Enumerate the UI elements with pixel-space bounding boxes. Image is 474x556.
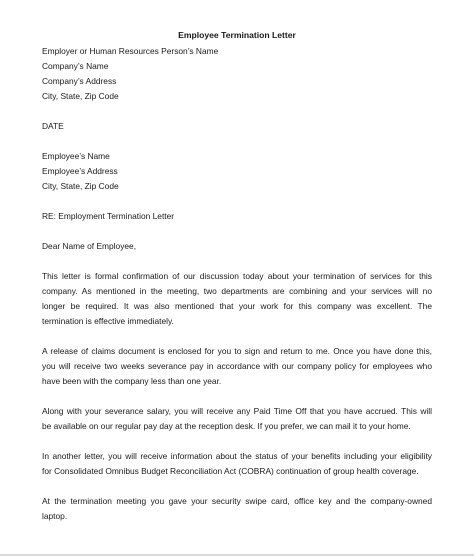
paragraph-line: This letter is formal confirmation of our discussion today about your termination of services for this xyxy=(42,271,432,281)
paragraph-line: for Consolidated Omnibus Budget Reconciliation Act (COBRA) continuation of group health coverage. xyxy=(42,466,419,476)
recipient-name: Employee’s Name xyxy=(42,151,110,161)
sender-company: Company’s Name xyxy=(42,61,109,71)
spacer xyxy=(42,254,432,269)
body-paragraph-termination xyxy=(42,269,432,329)
paragraph-line: At the termination meeting you gave your security swipe card, office key and the company-owned xyxy=(42,496,432,506)
paragraph-line: company. As mentioned in the meeting, two departments are combining and your services will no xyxy=(42,286,432,296)
paragraph-line: Along with your severance salary, you will receive any Paid Time Off that you have accrued. This will xyxy=(42,406,432,416)
sender-city-state-zip: City, State, Zip Code xyxy=(42,91,119,101)
recipient-address-block xyxy=(42,149,432,194)
spacer xyxy=(42,479,432,494)
letter-salutation: Dear Name of Employee, xyxy=(42,241,137,251)
paragraph-line: longer be required. It was also mentioned that your work for this company was excellent. The xyxy=(42,301,432,311)
spacer xyxy=(42,104,432,119)
paragraph-line: A release of claims document is enclosed for you to sign and return to me. Once you have done this, xyxy=(42,346,432,356)
letter-title: Employee Termination Letter xyxy=(178,30,296,40)
paragraph-line: have been with the company less than one year. xyxy=(42,376,222,386)
paragraph-line: you will receive two weeks severance pay in accordance with our company policy for employees who xyxy=(42,361,432,371)
body-paragraph-severance xyxy=(42,404,432,434)
spacer xyxy=(42,134,432,149)
body-paragraph-release xyxy=(42,344,432,389)
spacer xyxy=(42,224,432,239)
spacer xyxy=(42,389,432,404)
letter-document xyxy=(42,28,432,524)
letter-subject: RE: Employment Termination Letter xyxy=(42,211,175,221)
recipient-city-state-zip: City, State, Zip Code xyxy=(42,181,119,191)
spacer xyxy=(42,329,432,344)
paragraph-line: In another letter, you will receive information about the status of your benefits including your eligibility xyxy=(42,451,432,461)
sender-address-block xyxy=(42,44,432,104)
paragraph-line: laptop. xyxy=(42,511,68,521)
sender-address: Company’s Address xyxy=(42,76,117,86)
spacer xyxy=(42,194,432,209)
spacer xyxy=(42,434,432,449)
letter-date: DATE xyxy=(42,121,64,131)
body-paragraph-benefits xyxy=(42,449,432,479)
body-paragraph-returned-property xyxy=(42,494,432,524)
recipient-address: Employee’s Address xyxy=(42,166,118,176)
sender-name: Employer or Human Resources Person’s Name xyxy=(42,46,219,56)
paragraph-line: termination is effective immediately. xyxy=(42,316,174,326)
paragraph-line: be available on our regular pay day at the reception desk. If you prefer, we can mail it to your home. xyxy=(42,421,411,431)
